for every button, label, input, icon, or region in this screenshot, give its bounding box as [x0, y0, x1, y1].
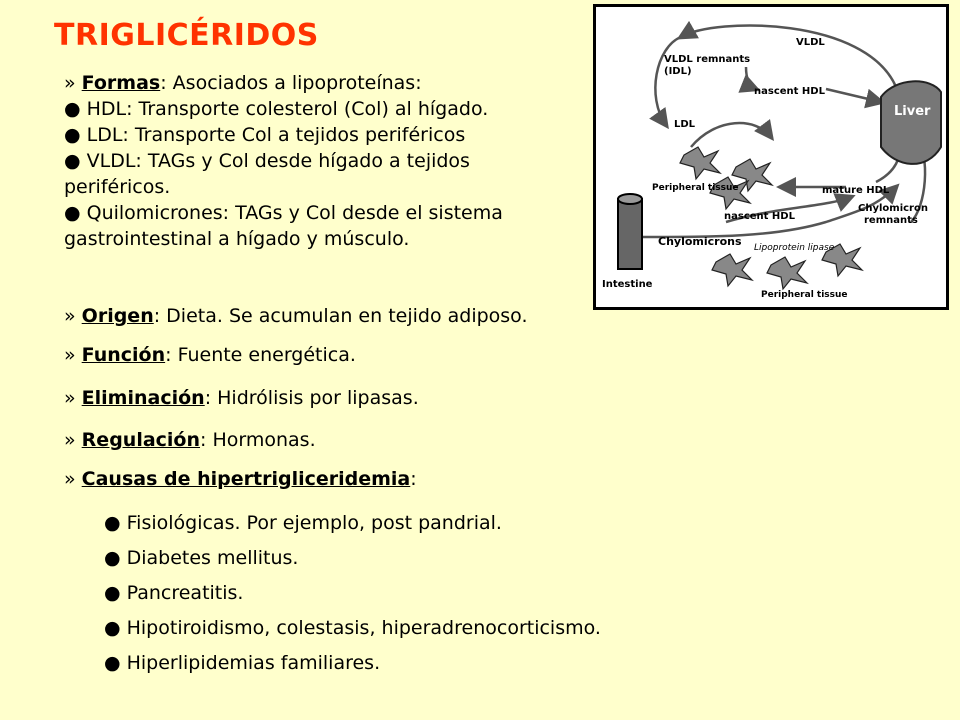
label-mature-hdl: mature HDL	[822, 185, 890, 196]
list-item: ● Pancreatitis.	[104, 582, 244, 604]
eliminacion-row	[64, 385, 419, 411]
label-chylomicrons: Chylomicrons	[658, 235, 742, 248]
label-nascent-hdl-mid: nascent HDL	[724, 211, 795, 222]
origen-text: Dieta. Se acumulan en tejido adiposo.	[160, 305, 528, 327]
diagram-svg	[596, 7, 946, 307]
arrow-glyph: »	[64, 344, 82, 366]
arrow-glyph: »	[64, 72, 82, 94]
colon: :	[200, 429, 207, 451]
origen-label: Origen	[81, 305, 154, 327]
formas-heading	[64, 70, 604, 96]
formas-item-quilomicrones: ● Quilomicrones: TAGs y Col desde el sistema	[64, 202, 503, 224]
label-remnants: remnants	[864, 215, 918, 226]
label-peripheral-tissue-bottom: Peripheral tissue	[761, 290, 848, 300]
funcion-text: Fuente energética.	[171, 344, 356, 366]
formas-item-vldl: ● VLDL: TAGs y Col desde hígado a tejidos	[64, 150, 470, 172]
label-vldl-remnants: VLDL remnants	[664, 54, 751, 65]
colon: :	[153, 305, 161, 327]
origen-row	[64, 303, 528, 329]
colon: :	[204, 387, 212, 409]
eliminacion-text: Hidrólisis por lipasas.	[211, 387, 419, 409]
label-peripheral-tissue-left: Peripheral tissue	[652, 183, 739, 193]
funcion-label: Función	[81, 344, 166, 366]
intestine-top	[618, 194, 642, 204]
formas-item-hdl: ● HDL: Transporte colesterol (Col) al hígado.	[64, 98, 489, 120]
page-title: TRIGLICÉRIDOS	[54, 18, 319, 53]
label-nascent-hdl-top: nascent HDL	[754, 86, 825, 97]
funcion-row	[64, 342, 356, 368]
liver-shape	[881, 81, 941, 164]
cell-shape	[712, 254, 752, 286]
list-item: ● Diabetes mellitus.	[104, 547, 299, 569]
list-item: ● Fisiológicas. Por ejemplo, post pandrial.	[104, 512, 502, 534]
formas-text: Asociados a lipoproteínas:	[166, 72, 422, 94]
arrow-to-liver	[826, 89, 881, 102]
label-lipoprotein-lipase: Lipoprotein lipase	[754, 243, 835, 253]
arrow-glyph: »	[64, 305, 82, 327]
regulacion-label: Regulación	[81, 429, 201, 451]
formas-item-ldl: ● LDL: Transporte Col a tejidos periféricos	[64, 124, 466, 146]
label-idl: (IDL)	[664, 66, 692, 77]
causas-list	[104, 510, 601, 685]
label-liver: Liver	[894, 104, 931, 119]
colon: :	[165, 344, 172, 366]
label-chylomicron: Chylomicron	[858, 203, 928, 214]
regulacion-text: Hormonas.	[206, 429, 316, 451]
label-vldl: VLDL	[796, 37, 825, 48]
list-item: ● Hipotiroidismo, colestasis, hiperadrenocorticismo.	[104, 617, 601, 639]
formas-item-vldl-cont: periféricos.	[64, 176, 171, 198]
colon: :	[160, 72, 167, 94]
arrow-glyph: »	[64, 468, 82, 490]
arrow-vldl-to-ldl	[655, 37, 681, 125]
label-intestine: Intestine	[602, 279, 653, 290]
formas-label: Formas	[81, 72, 161, 94]
colon: :	[410, 468, 417, 490]
arrow-glyph: »	[64, 387, 82, 409]
formas-item-quilomicrones-cont: gastrointestinal a hígado y músculo.	[64, 228, 410, 250]
lipoprotein-metabolism-diagram	[593, 4, 949, 310]
cell-shape	[767, 257, 807, 289]
list-item: ● Hiperlipidemias familiares.	[104, 652, 381, 674]
causas-label: Causas de hipertrigliceridemia	[81, 468, 411, 490]
cell-shape	[680, 147, 720, 179]
regulacion-row	[64, 427, 316, 453]
causas-row	[64, 466, 417, 492]
arrow-ldl-tissue	[691, 123, 771, 147]
eliminacion-label: Eliminación	[81, 387, 205, 409]
arrow-glyph: »	[64, 429, 82, 451]
formas-section	[64, 70, 604, 252]
label-ldl: LDL	[674, 119, 696, 130]
cell-shape	[710, 177, 750, 209]
intestine-shape	[618, 199, 642, 269]
